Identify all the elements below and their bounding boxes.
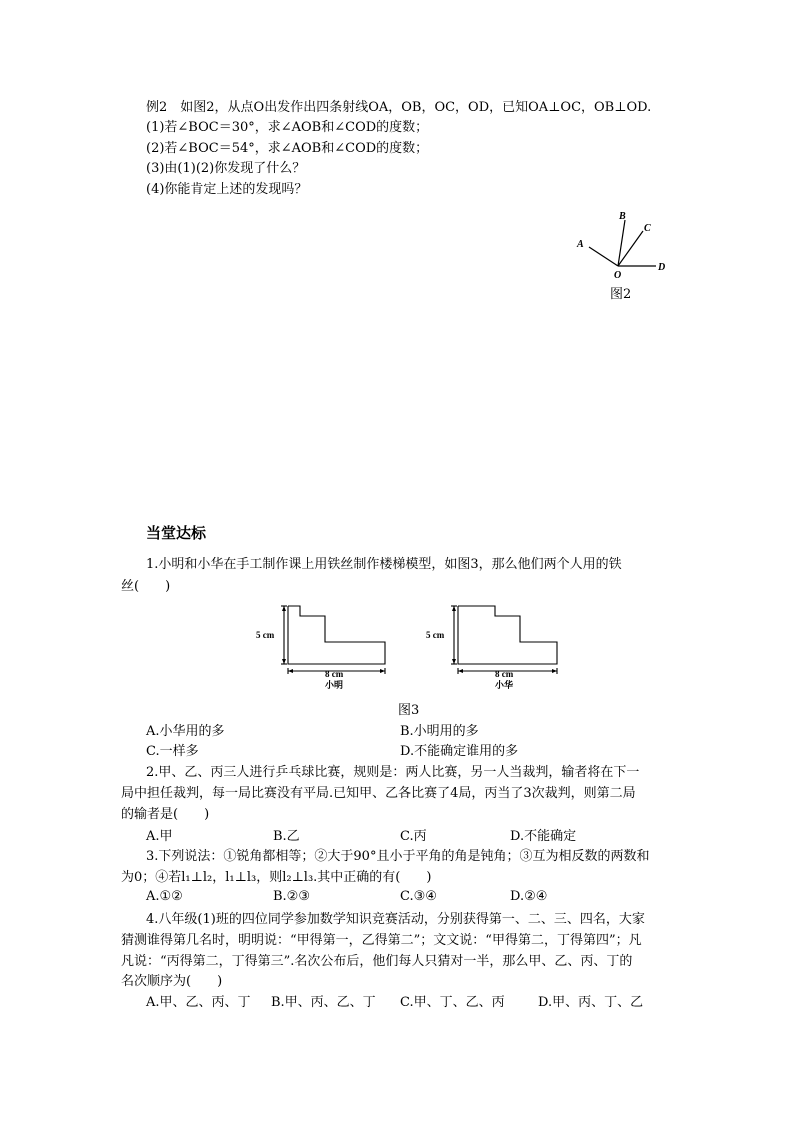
p1-line-2: 丝( ): [121, 579, 171, 594]
p2-line-2: 局中担任裁判，每一局比赛没有平局.已知甲、乙各比赛了4局，丙当了3次裁判，则第二局: [121, 786, 636, 801]
p2-line-3: 的输者是( ): [121, 807, 210, 822]
p1-option-a: A.小华用的多: [146, 724, 225, 739]
left-name-label: 小明: [325, 680, 344, 690]
label-b: B: [619, 211, 626, 222]
p4-line-2: 猜测谁得第几名时，明明说：“甲得第一，乙得第二”；文文说：“甲得第二，丁得第四”；凡: [121, 933, 642, 948]
label-c: C: [644, 223, 651, 234]
p4-option-d: D.甲、丙、丁、乙: [538, 995, 644, 1010]
label-a: A: [577, 239, 584, 250]
staircase-right: [451, 606, 557, 674]
p1-line-1: 1.小明和小华在手工制作课上用铁丝制作楼梯模型，如图3，那么他们两个人用的铁: [146, 557, 622, 572]
left-width-label: 8 cm: [325, 669, 344, 679]
figure-2-caption: 图2: [610, 287, 632, 302]
p1-option-b: B.小明用的多: [400, 724, 479, 739]
p3-option-c: C.③④: [400, 889, 437, 904]
figure-3-staircases: [255, 596, 565, 692]
section-title: 当堂达标: [146, 524, 207, 542]
figure-3-caption: 图3: [398, 703, 420, 718]
p3-option-b: B.②③: [273, 889, 310, 904]
p3-line-1: 3.下列说法：①锐角都相等；②大于90°且小于平角的角是钝角；③互为相反数的两数和: [146, 849, 650, 864]
p2-option-d: D.不能确定: [510, 829, 577, 844]
p4-line-3: 凡说：“丙得第二，丁得第三”.名次公布后，他们每人只猜对一半，那么甲、乙、丙、丁的: [121, 954, 633, 969]
figure-2-rays: [570, 205, 680, 280]
p2-line-1: 2.甲、乙、丙三人进行乒乓球比赛，规则是：两人比赛，另一人当裁判，输者将在下一: [146, 765, 640, 780]
label-d: D: [658, 262, 666, 273]
p2-option-c: C.丙: [400, 829, 427, 844]
ray-ob: [618, 220, 625, 266]
p4-option-b: B.甲、丙、乙、丁: [271, 995, 376, 1010]
example2-question-1: (1)若∠BOC＝30°，求∠AOB和∠COD的度数；: [146, 120, 429, 135]
p3-line-2: 为0；④若l₁⊥l₂，l₁⊥l₃，则l₂⊥l₃.其中正确的有( ): [121, 870, 432, 885]
p1-option-c: C.一样多: [146, 744, 199, 759]
p2-option-a: A.甲: [146, 829, 173, 844]
left-height-label: 5 cm: [256, 630, 275, 640]
example2-question-3: (3)由(1)(2)你发现了什么？: [146, 161, 306, 176]
p4-line-4: 名次顺序为( ): [121, 974, 223, 989]
p2-option-b: B.乙: [273, 829, 300, 844]
ray-oc: [618, 231, 643, 266]
p4-line-1: 4.八年级(1)班的四位同学参加数学知识竞赛活动，分别获得第一、二、三、四名，大家: [146, 912, 645, 927]
example2-question-4: (4)你能肯定上述的发现吗？: [146, 182, 308, 197]
p4-option-c: C.甲、丁、乙、丙: [400, 995, 505, 1010]
staircase-left: [281, 606, 385, 674]
label-o: O: [614, 270, 622, 280]
p3-option-d: D.②④: [510, 889, 548, 904]
right-height-label: 5 cm: [426, 630, 445, 640]
example2-intro: 例2 如图2，从点O出发作出四条射线OA，OB，OC，OD，已知OA⊥OC，OB⊥OD.: [146, 100, 652, 115]
p3-option-a: A.①②: [146, 889, 183, 904]
ray-oa: [589, 247, 618, 266]
right-width-label: 8 cm: [495, 669, 514, 679]
right-name-label: 小华: [495, 680, 514, 690]
p4-option-a: A.甲、乙、丙、丁: [146, 995, 251, 1010]
example2-question-2: (2)若∠BOC＝54°，求∠AOB和∠COD的度数；: [146, 141, 429, 156]
p1-option-d: D.不能确定谁用的多: [400, 744, 519, 759]
